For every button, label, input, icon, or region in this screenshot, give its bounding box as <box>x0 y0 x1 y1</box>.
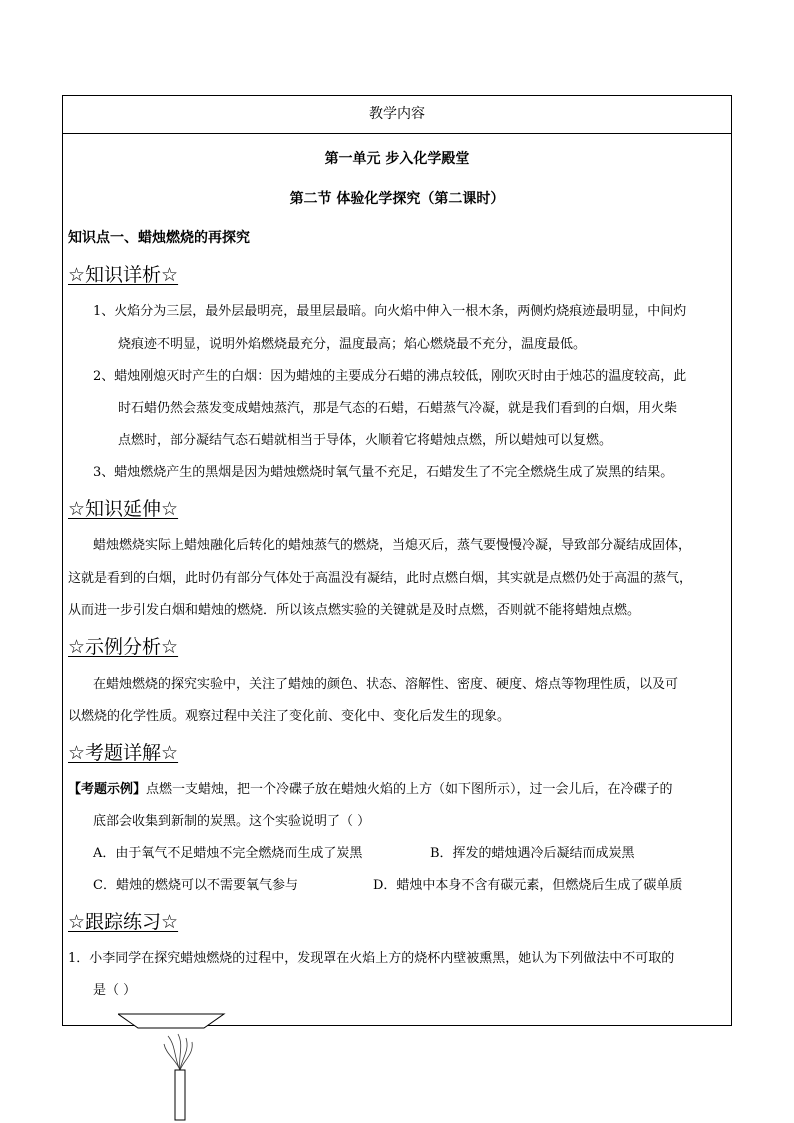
practice-question-line: 是（ ） <box>93 983 137 998</box>
section-heading-practice: ☆跟踪练习☆ <box>68 911 179 933</box>
detail-line: 3、蜡烛燃烧产生的黑烟是因为蜡烛燃烧时氧气量不充足，石蜡发生了不完全燃烧生成了炭黑的结果。 <box>93 465 674 480</box>
option-d: D．蜡烛中本身不含有碳元素，但燃烧后生成了碳单质 <box>373 878 683 893</box>
example-line: 在蜡烛燃烧的探究实验中，关注了蜡烛的颜色、状态、溶解性、密度、硬度、熔点等物理性质，以及可 <box>93 677 679 692</box>
detail-line: 烧痕迹不明显，说明外焰燃烧最充分，温度最高；焰心燃烧最不充分，温度最低。 <box>118 337 587 352</box>
exam-tag: 【考题示例】 <box>68 782 147 797</box>
flame-icon <box>164 1034 192 1070</box>
extend-line: 这就是看到的白烟，此时仍有部分气体处于高温没有凝结，此时点燃白烟，其实就是点燃仍处于高温的蒸气， <box>68 571 693 586</box>
detail-line: 点燃时，部分凝结气态石蜡就相当于导体，火顺着它将蜡烛点燃，所以蜡烛可以复燃。 <box>118 433 613 448</box>
exam-question-text: 点燃一支蜡烛，把一个冷碟子放在蜡烛火焰的上方（如下图所示），过一会儿后，在冷碟子的 <box>146 782 673 797</box>
detail-line: 2、蜡烛刚熄灭时产生的白烟：因为蜡烛的主要成分石蜡的沸点较低，刚吹灭时由于烛芯的温度较高，此 <box>93 369 687 384</box>
section-heading-detail: ☆知识详析☆ <box>68 264 179 286</box>
exam-question-line: 底部会收集到新制的炭黑。这个实验说明了（ ） <box>93 814 371 829</box>
candle-icon <box>175 1070 185 1120</box>
option-a: A．由于氧气不足蜡烛不完全燃烧而生成了炭黑 <box>93 846 363 861</box>
section-heading-extend: ☆知识延伸☆ <box>68 498 179 520</box>
extend-line: 从而进一步引发白烟和蜡烛的燃烧．所以该点燃实验的关键就是及时点燃，否则就不能将蜡烛点燃。 <box>68 603 641 618</box>
candle-plate-illustration <box>118 1010 228 1122</box>
option-c: C．蜡烛的燃烧可以不需要氧气参与 <box>93 878 298 893</box>
section-heading-exam: ☆考题详解☆ <box>68 742 179 764</box>
detail-line: 1、火焰分为三层，最外层最明亮，最里层最暗。向火焰中伸入一根木条，两侧灼烧痕迹最明显，中间灼 <box>93 304 687 319</box>
section-heading-example: ☆示例分析☆ <box>68 636 179 658</box>
practice-question-line: 1．小李同学在探究蜡烛燃烧的过程中，发现罩在火焰上方的烧杯内壁被熏黑，她认为下列做法中不可取的 <box>68 951 675 966</box>
exam-question-line <box>68 778 673 797</box>
cold-plate-icon <box>118 1014 224 1028</box>
unit-title: 第一单元 步入化学殿堂 <box>324 151 470 167</box>
knowledge-point-title: 知识点一、蜡烛燃烧的再探究 <box>68 230 250 246</box>
extend-line: 蜡烛燃烧实际上蜡烛融化后转化的蜡烛蒸气的燃烧，当熄灭后，蒸气要慢慢冷凝，导致部分凝结成固体， <box>93 538 692 553</box>
option-b: B．挥发的蜡烛遇冷后凝结而成炭黑 <box>430 846 635 861</box>
section-title: 第二节 体验化学探究（第二课时） <box>289 191 505 207</box>
table-header: 教学内容 <box>63 96 731 134</box>
detail-line: 时石蜡仍然会蒸发变成蜡烛蒸汽，那是气态的石蜡，石蜡蒸气冷凝，就是我们看到的白烟，用火柴 <box>118 401 678 416</box>
example-line: 以燃烧的化学性质。观察过程中关注了变化前、变化中、变化后发生的现象。 <box>68 709 511 724</box>
